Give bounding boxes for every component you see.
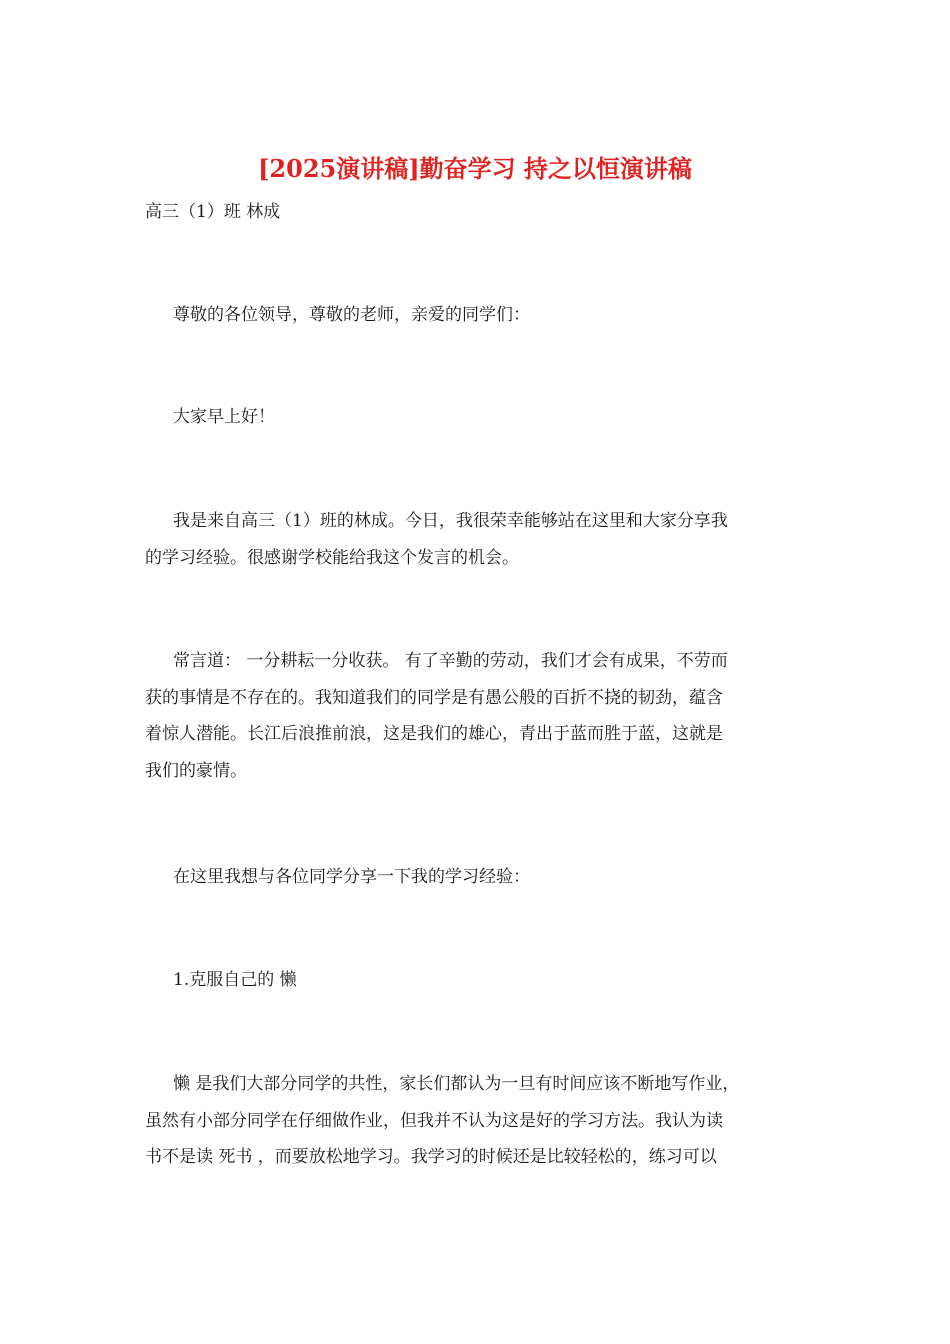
section-heading-laziness bbox=[145, 962, 805, 999]
author-line: 高三（1）班 林成 bbox=[145, 202, 281, 222]
paragraph-greeting bbox=[145, 297, 805, 334]
document-title: [2025演讲稿]勤奋学习 持之以恒演讲稿 bbox=[258, 154, 692, 183]
text-line: 我是来自高三（1）班的林成。今日，我很荣幸能够站在这里和大家分享我 bbox=[173, 511, 728, 531]
text-line: 的学习经验。很感谢学校能给我这个发言的机会。 bbox=[145, 547, 519, 568]
text-line: 懒 是我们大部分同学的共性，家长们都认为一旦有时间应该不断地写作业， bbox=[173, 1074, 740, 1094]
text-line: 常言道： 一分耕耘一分收获。 有了辛勤的劳动，我们才会有成果，不劳而 bbox=[173, 651, 728, 671]
text-line: 书不是读 死书 ，而要放松地学习。我学习的时候还是比较轻松的，练习可以 bbox=[145, 1147, 717, 1167]
text-line: 在这里我想与各位同学分享一下我的学习经验： bbox=[173, 867, 530, 887]
text-line: 虽然有小部分同学在仔细做作业，但我并不认为这是好的学习方法。我认为读 bbox=[145, 1110, 723, 1131]
paragraph-morning bbox=[145, 399, 805, 436]
text-line: 着惊人潜能。长江后浪推前浪，这是我们的雄心，青出于蓝而胜于蓝，这就是 bbox=[145, 724, 723, 744]
paragraph-proverb bbox=[145, 643, 805, 789]
paragraph-share-intro bbox=[145, 859, 805, 896]
paragraph-introduction bbox=[145, 503, 805, 576]
text-line: 尊敬的各位领导，尊敬的老师，亲爱的同学们： bbox=[173, 305, 530, 325]
paragraph-laziness bbox=[145, 1066, 805, 1176]
text-line: 1.克服自己的 懒 bbox=[173, 970, 297, 990]
text-line: 我们的豪情。 bbox=[145, 760, 247, 781]
text-line: 大家早上好！ bbox=[173, 407, 275, 427]
text-line: 获的事情是不存在的。我知道我们的同学是有愚公般的百折不挠的韧劲，蕴含 bbox=[145, 687, 723, 708]
